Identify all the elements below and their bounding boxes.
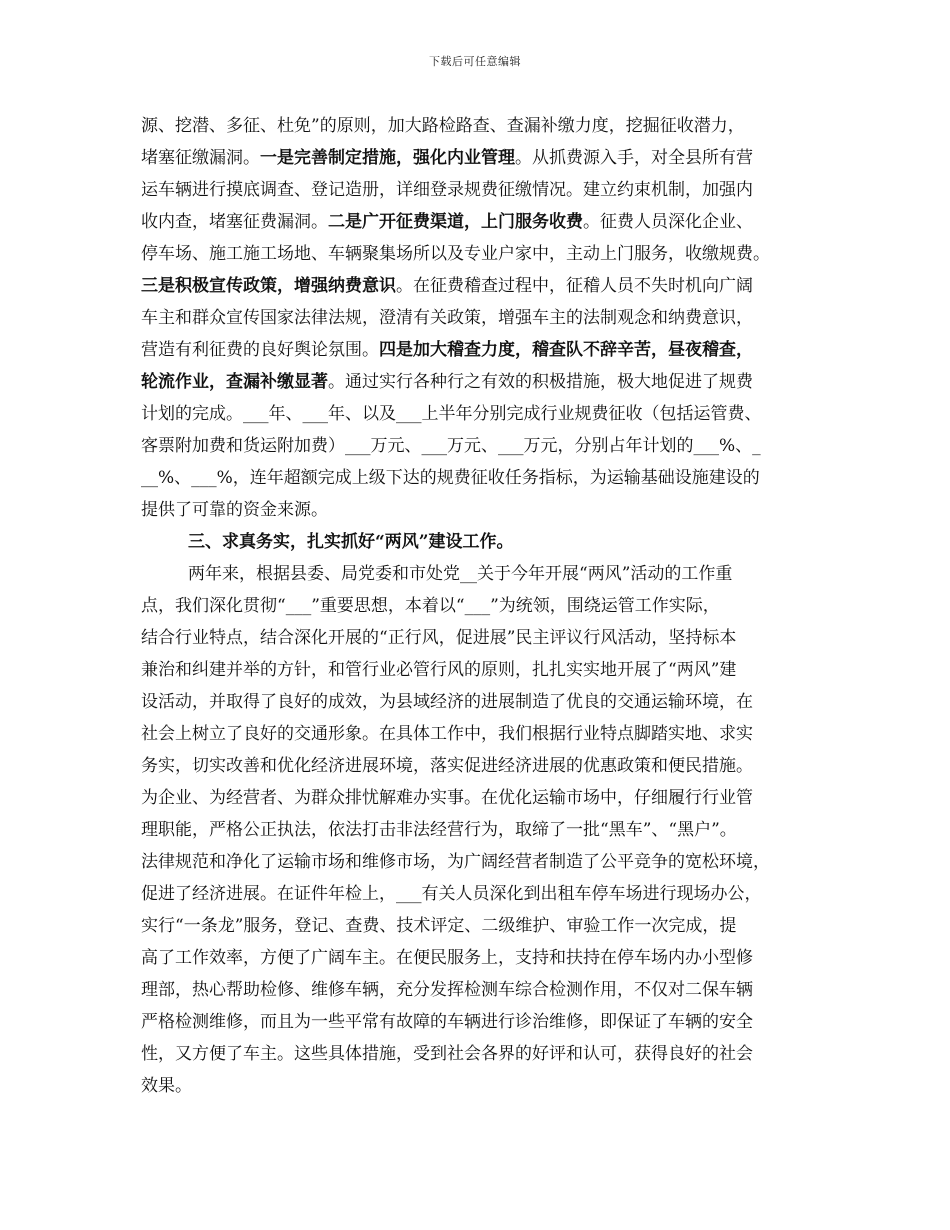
- text-line: [141, 430, 817, 462]
- page-header: 下载后可任意编辑: [429, 55, 521, 68]
- text-line: 社会上树立了良好的交通形象。在具体工作中，我们根据行业特点脚踏实地、求实: [141, 724, 753, 744]
- text-line: 法律规范和净化了运输市场和维修市场，为广阔经营者制造了公平竞争的宽松环境，: [141, 852, 770, 872]
- text-segment: 。从抓费源入手，对全县所有营: [515, 148, 753, 168]
- bold-phrase: 轮流作业，查漏补缴显著: [141, 372, 328, 392]
- text-line: [141, 110, 817, 142]
- text-line: 设活动，并取得了良好的成效，为县域经济的进展制造了优良的交通运输环境，在: [141, 692, 753, 712]
- text-segment: 。通过实行各种行之有效的积极措施，极大地促进了规费: [328, 372, 753, 392]
- bold-phrase: 三是积极宣传政策，增强纳费意识: [141, 276, 396, 296]
- text-line: [141, 462, 817, 494]
- bold-phrase: 四是加大稽查力度，稽查队不辞辛苦，昼夜稽查，: [379, 340, 753, 360]
- paragraph-fee-collection: [141, 110, 817, 526]
- text-line: 促进了经济进展。在证件年检上，___有关人员深化到出租车停车场进行现场办公，: [141, 884, 762, 904]
- text-line: 兼治和纠建并举的方针，和管行业必管行风的原则，扎扎实实地开展了“两风”建: [141, 660, 737, 680]
- text-line: 高了工作效率，方便了广阔车主。在便民服务上，支持和扶持在停车场内办小型修: [141, 948, 753, 968]
- text-line: [141, 238, 817, 270]
- text-line: [141, 302, 817, 334]
- text-segment: __%、___%，连年超额完成上级下达的规费征收任务指标，为运输基础设施建设的: [141, 468, 760, 488]
- text-segment: 停车场、施工施工场地、车辆聚集场所以及专业户家中，主动上门服务，收缴规费。: [141, 244, 770, 264]
- text-segment: 运车辆进行摸底调查、登记造册，详细登录规费征缴情况。建立约束机制，加强内: [141, 180, 753, 200]
- text-segment: 营造有利征费的良好舆论氛围。: [141, 340, 379, 360]
- text-segment: 提供了可靠的资金来源。: [141, 500, 328, 520]
- text-line: 效果。: [141, 1076, 192, 1096]
- bold-phrase: 二是广开征费渠道，上门服务收费: [328, 212, 583, 232]
- text-line: [141, 174, 817, 206]
- text-line: [141, 366, 817, 398]
- text-line: [141, 206, 817, 238]
- text-segment: 计划的完成。___年、___年、以及___上半年分别完成行业规费征收（包括运管费、: [141, 404, 762, 424]
- text-line: 务实，切实改善和优化经济进展环境，落实促进经济进展的优惠政策和便民措施。: [141, 756, 753, 776]
- text-segment: 源、挖潜、多征、杜免”的原则，加大路检路查、查漏补缴力度，挖掘征收潜力，: [141, 116, 745, 136]
- bold-phrase: 一是完善制定措施，强化内业管理: [260, 148, 515, 168]
- text-line: 性，又方便了车主。这些具体措施，受到社会各界的好评和认可，获得良好的社会: [141, 1044, 753, 1064]
- text-segment: 车主和群众宣传国家法律法规，澄清有关政策，增强车主的法制观念和纳费意识，: [141, 308, 753, 328]
- text-segment: 。在征费稽查过程中，征稽人员不失时机向广阔: [396, 276, 753, 296]
- text-line: [141, 494, 817, 526]
- section-heading-two-winds: 三、求真务实，扎实抓好“两风”建设工作。: [188, 532, 514, 552]
- text-segment: 。征费人员深化企业、: [583, 212, 753, 232]
- paragraph-two-winds: [141, 558, 817, 1102]
- text-segment: 客票附加费和货运附加费）___万元、___万元、___万元，分别占年计划的___%、_: [141, 436, 761, 456]
- text-segment: 收内查，堵塞征费漏洞。: [141, 212, 328, 232]
- text-line: 理职能，严格公正执法，依法打击非法经营行为，取缔了一批“黑车”、“黑户”。: [141, 820, 737, 840]
- text-line: [141, 334, 817, 366]
- text-line: 实行“一条龙”服务，登记、查费、技术评定、二级维护、审验工作一次完成，提: [141, 916, 737, 936]
- text-segment: 堵塞征缴漏洞。: [141, 148, 260, 168]
- text-line: [141, 398, 817, 430]
- text-line: 两年来，根据县委、局党委和市处党__关于今年开展“两风”活动的工作重: [188, 564, 733, 584]
- text-line: 理部，热心帮助检修、维修车辆，充分发挥检测车综合检测作用，不仅对二保车辆: [141, 980, 753, 1000]
- text-line: 点，我们深化贯彻“___”重要思想，本着以“___”为统领，围绕运管工作实际，: [141, 596, 720, 616]
- document-body: [141, 110, 817, 1102]
- text-line: 为企业、为经营者、为群众排忧解难办实事。在优化运输市场中，仔细履行行业管: [141, 788, 753, 808]
- text-line: [141, 270, 817, 302]
- text-line: [141, 142, 817, 174]
- text-line: 结合行业特点，结合深化开展的“正行风，促进展”民主评议行风活动，坚持标本: [141, 628, 737, 648]
- text-line: 严格检测维修，而且为一些平常有故障的车辆进行诊治维修，即保证了车辆的安全: [141, 1012, 753, 1032]
